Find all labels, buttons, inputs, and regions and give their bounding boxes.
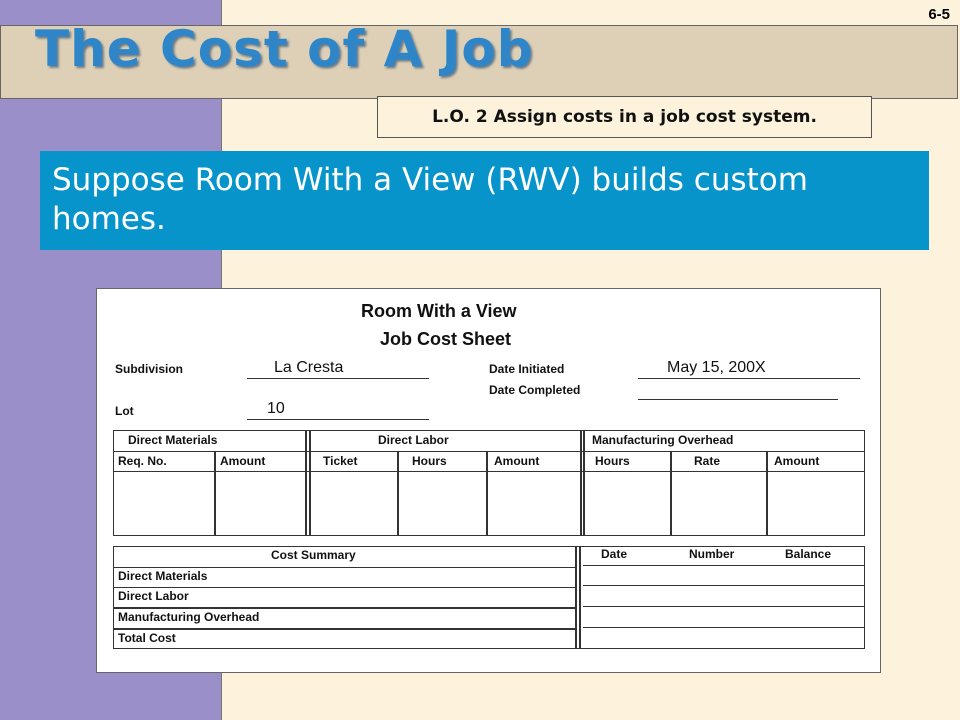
summary-row-direct-labor: Direct Labor: [118, 589, 189, 603]
cost-summary-title: Cost Summary: [271, 548, 356, 562]
col-req-no: Req. No.: [118, 454, 167, 468]
col-summary-number: Number: [689, 547, 735, 561]
date-initiated-value: May 15, 200X: [667, 359, 766, 376]
summary-row-direct-materials: Direct Materials: [118, 569, 208, 583]
col-mo-rate: Rate: [694, 454, 721, 468]
section-manufacturing-overhead: Manufacturing Overhead: [592, 433, 734, 447]
col-ticket: Ticket: [323, 454, 358, 468]
col-summary-balance: Balance: [785, 547, 832, 561]
col-dl-amount: Amount: [494, 454, 540, 468]
section-direct-labor: Direct Labor: [378, 433, 449, 447]
cost-detail-grid: [113, 430, 865, 536]
col-mo-amount: Amount: [774, 454, 820, 468]
company-name: Room With a View: [361, 301, 517, 321]
slide-number: 6-5: [928, 6, 950, 23]
section-direct-materials: Direct Materials: [128, 433, 218, 447]
learning-objective: L.O. 2 Assign costs in a job cost system.: [377, 96, 872, 138]
subdivision-label: Subdivision: [115, 362, 184, 376]
sheet-title: Job Cost Sheet: [380, 329, 512, 349]
col-dl-hours: Hours: [412, 454, 447, 468]
intro-banner: Suppose Room With a View (RWV) builds custom homes.: [40, 151, 929, 250]
summary-row-manufacturing-overhead: Manufacturing Overhead: [118, 610, 260, 624]
job-cost-sheet: [96, 288, 881, 673]
lot-label: Lot: [115, 404, 134, 418]
col-summary-date: Date: [601, 547, 628, 561]
date-completed-label: Date Completed: [489, 383, 581, 397]
subdivision-value: La Cresta: [274, 359, 344, 376]
summary-row-total-cost: Total Cost: [118, 631, 176, 645]
lot-value: 10: [267, 400, 285, 417]
slide-title: The Cost of A Job: [35, 20, 534, 78]
col-mo-hours: Hours: [595, 454, 630, 468]
col-dm-amount: Amount: [220, 454, 266, 468]
date-initiated-label: Date Initiated: [489, 362, 565, 376]
cost-summary-grid: [113, 546, 865, 649]
